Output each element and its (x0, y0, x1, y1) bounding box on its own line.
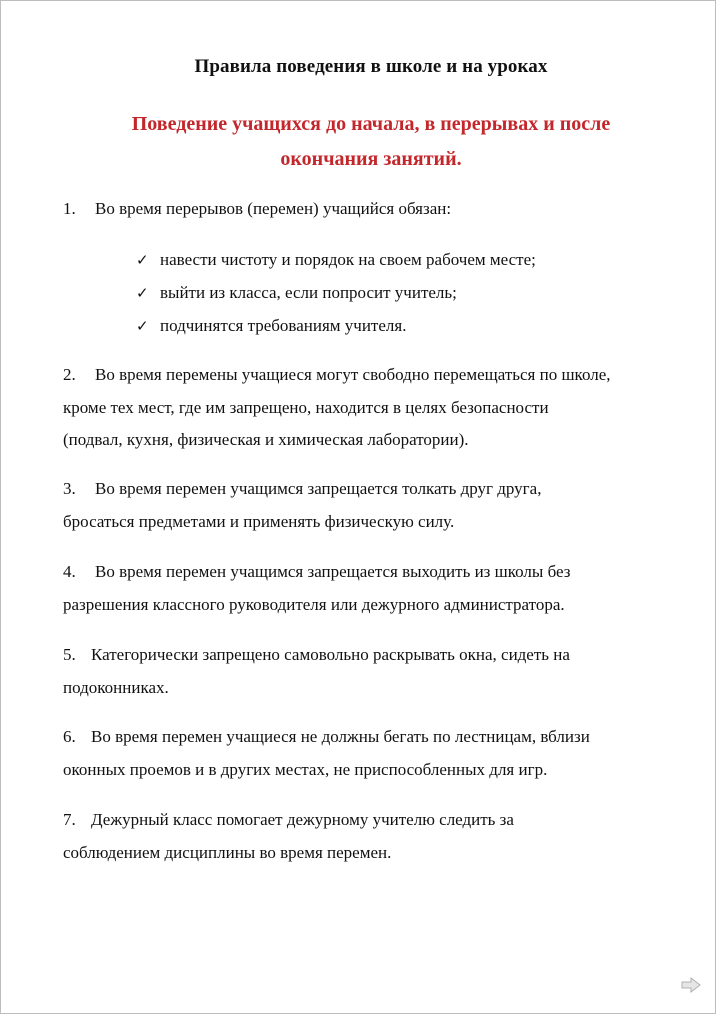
next-page-arrow-icon[interactable] (681, 977, 701, 993)
rule-2-line-3: (подвал, кухня, физическая и химическая лаборатории). (63, 430, 469, 449)
checklist-item-text: подчинятся требованиям учителя. (160, 316, 407, 335)
checklist-item-text: выйти из класса, если попросит учитель; (160, 283, 457, 302)
rule-7-line-1 (63, 804, 693, 837)
rule-4-line-2: разрешения классного руководителя или дежурного администратора. (63, 594, 565, 614)
rule-3-text-1: Во время перемен учащимся запрещается толкать друг друга, (95, 479, 542, 498)
rule-7-text-1: Дежурный класс помогает дежурному учителю следить за (91, 810, 514, 829)
section-subtitle (1, 107, 716, 177)
rule-2-text-1: Во время перемены учащиеся могут свободно перемещаться по школе, (95, 365, 611, 384)
rule-2 (63, 359, 693, 457)
rule-6-number: 6. (63, 727, 76, 746)
rule-4 (63, 556, 693, 621)
rule-6-line-2: оконных проемов и в других местах, не приспособленных для игр. (63, 759, 548, 779)
rule-3-line-2: бросаться предметами и применять физическую силу. (63, 511, 455, 531)
checkmark-icon: ✓ (136, 284, 149, 302)
subtitle-line-1: Поведение учащихся до начала, в перерывах и после (131, 113, 611, 135)
rule-7-number: 7. (63, 810, 76, 829)
rule-3-line-1 (63, 473, 693, 506)
rule-6-line-1 (63, 721, 693, 754)
rule-2-number: 2. (63, 365, 76, 384)
rule-4-line-1 (63, 556, 693, 589)
rule-5-number: 5. (63, 645, 76, 664)
checklist-item (136, 243, 536, 276)
rule-6-text-1: Во время перемен учащиеся не должны бегать по лестницам, вблизи (91, 727, 590, 746)
subtitle-line-2: окончания занятий. (280, 148, 462, 170)
rule-1-checklist (136, 243, 536, 342)
checkmark-icon: ✓ (136, 317, 149, 335)
rule-7 (63, 804, 693, 869)
document-title: Правила поведения в школе и на уроках (194, 56, 548, 77)
rule-7-line-2: соблюдением дисциплины во время перемен. (63, 842, 392, 862)
rule-4-number: 4. (63, 562, 76, 581)
checklist-item-text: навести чистоту и порядок на своем рабочем месте; (160, 250, 536, 269)
rule-2-line-2: кроме тех мест, где им запрещено, находится в целях безопасности (63, 397, 549, 417)
rule-3 (63, 473, 693, 538)
rule-6 (63, 721, 693, 786)
rule-1-text: Во время перерывов (перемен) учащийся обязан: (95, 199, 452, 218)
checklist-item (136, 309, 536, 342)
checklist-item (136, 276, 536, 309)
rule-1 (63, 193, 693, 226)
rule-5-line-2: подоконниках. (63, 677, 169, 697)
rule-1-number: 1. (63, 199, 76, 218)
checkmark-icon: ✓ (136, 251, 149, 269)
rule-2-line-1 (63, 359, 693, 392)
rule-4-text-1: Во время перемен учащимся запрещается выходить из школы без (95, 562, 571, 581)
rule-3-number: 3. (63, 479, 76, 498)
rule-5 (63, 639, 693, 704)
rule-5-text-1: Категорически запрещено самовольно раскрывать окна, сидеть на (91, 645, 570, 664)
rule-5-line-1 (63, 639, 693, 672)
